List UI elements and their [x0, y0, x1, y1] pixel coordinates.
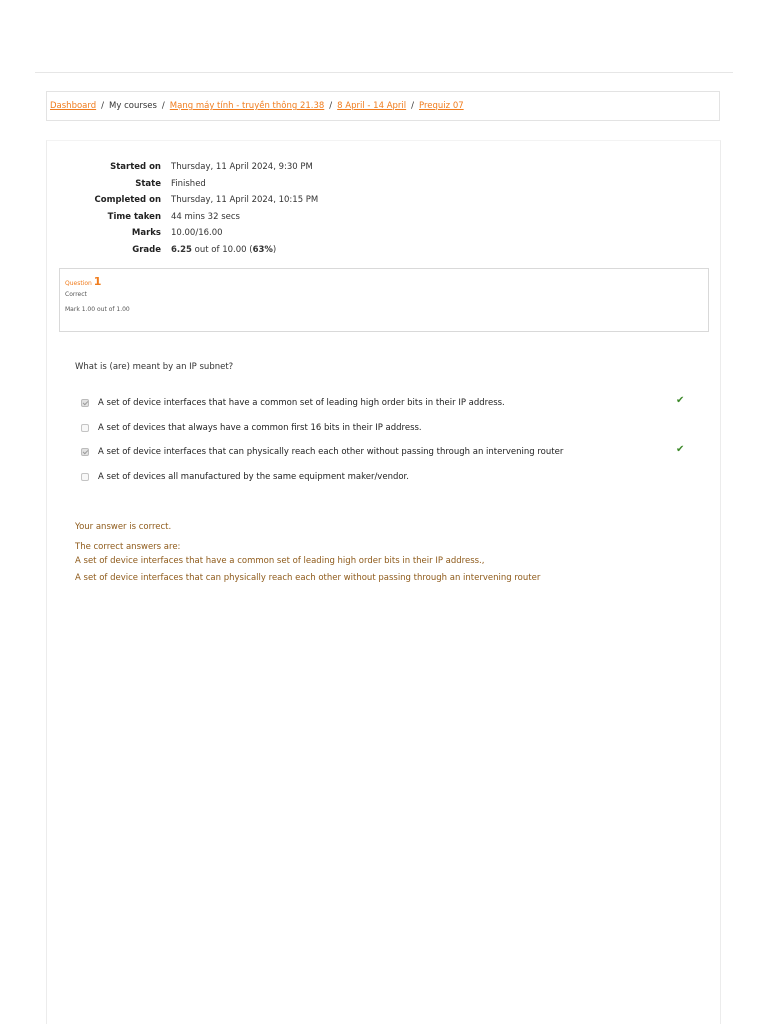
breadcrumb-dashboard-link[interactable]: Dashboard: [50, 101, 97, 111]
grade-score: 6.25: [171, 244, 192, 255]
answer-label: A set of device interfaces that have a common set of leading high order bits in their IP address.: [98, 398, 505, 409]
summary-value: 44 mins 32 secs: [171, 211, 240, 222]
correct-check-icon: ✔: [676, 444, 685, 455]
answer-list: [81, 391, 691, 489]
correct-answers-heading: The correct answers are:: [75, 542, 181, 552]
summary-value: Thursday, 11 April 2024, 10:15 PM: [171, 195, 319, 205]
correct-answer-text: A set of device interfaces that can physically reach each other without passing through an intervening router: [75, 573, 541, 583]
question-state: Correct: [65, 291, 87, 298]
summary-row-time-taken: [47, 209, 318, 226]
quiz-review-content: [46, 140, 721, 1024]
breadcrumb-separator: /: [161, 101, 165, 111]
grade-percent: 63%: [252, 244, 273, 255]
breadcrumb-week-link[interactable]: 8 April - 14 April: [337, 101, 407, 111]
attempt-summary: [47, 159, 318, 258]
header-divider: [35, 72, 733, 73]
answer-checkbox[interactable]: [81, 473, 89, 481]
question-grade: Mark 1.00 out of 1.00: [65, 306, 130, 313]
question-number: [65, 275, 708, 288]
correct-check-icon: ✔: [676, 395, 685, 406]
breadcrumb-course-link[interactable]: Mạng máy tính - truyền thông 21.38: [169, 101, 325, 111]
summary-label: Time taken: [107, 211, 161, 222]
question-number-value: 1: [93, 275, 102, 288]
answer-label: A set of devices that always have a common first 16 bits in their IP address.: [98, 422, 422, 433]
breadcrumb-my-courses: My courses: [109, 101, 157, 111]
correct-answer-text: A set of device interfaces that have a common set of leading high order bits in their IP address.,: [75, 556, 485, 566]
summary-label: Marks: [131, 228, 161, 238]
answer-option[interactable]: [81, 440, 691, 465]
answer-checkbox[interactable]: [81, 424, 89, 432]
summary-row-started: [47, 159, 318, 176]
summary-row-grade: [47, 242, 318, 259]
answer-option[interactable]: [81, 416, 691, 441]
grade-out-of: out of 10.00 (: [191, 244, 253, 255]
question-feedback: [75, 522, 705, 583]
summary-label: Grade: [132, 244, 161, 255]
question-info: [59, 268, 709, 332]
summary-row-marks: [47, 225, 318, 242]
answer-checkbox-checked[interactable]: [81, 448, 89, 456]
summary-value: Finished: [171, 178, 206, 189]
breadcrumb-separator: /: [101, 101, 104, 111]
summary-label: Started on: [110, 162, 161, 172]
answer-option[interactable]: [81, 465, 691, 490]
summary-label: Completed on: [94, 195, 161, 205]
general-feedback: Your answer is correct.: [75, 522, 172, 532]
summary-value: 10.00/16.00: [171, 228, 223, 238]
grade-value: [171, 242, 276, 259]
question-label: Question: [65, 280, 94, 287]
summary-row-state: [47, 176, 318, 193]
breadcrumb-quiz-link[interactable]: Prequiz 07: [419, 101, 464, 111]
answer-label: A set of device interfaces that can physically reach each other without passing through an intervening router: [98, 447, 564, 458]
answer-option[interactable]: [81, 391, 691, 416]
summary-value: Thursday, 11 April 2024, 9:30 PM: [171, 162, 313, 172]
answer-checkbox-checked[interactable]: [81, 399, 89, 407]
answer-label: A set of devices all manufactured by the same equipment maker/vendor.: [98, 471, 409, 482]
breadcrumb-separator: /: [329, 101, 333, 111]
breadcrumb: [46, 91, 720, 121]
summary-row-completed: [47, 192, 318, 209]
grade-close: ): [272, 244, 277, 255]
question-text: What is (are) meant by an IP subnet?: [75, 362, 234, 372]
summary-label: State: [135, 178, 161, 189]
breadcrumb-separator: /: [411, 101, 415, 111]
